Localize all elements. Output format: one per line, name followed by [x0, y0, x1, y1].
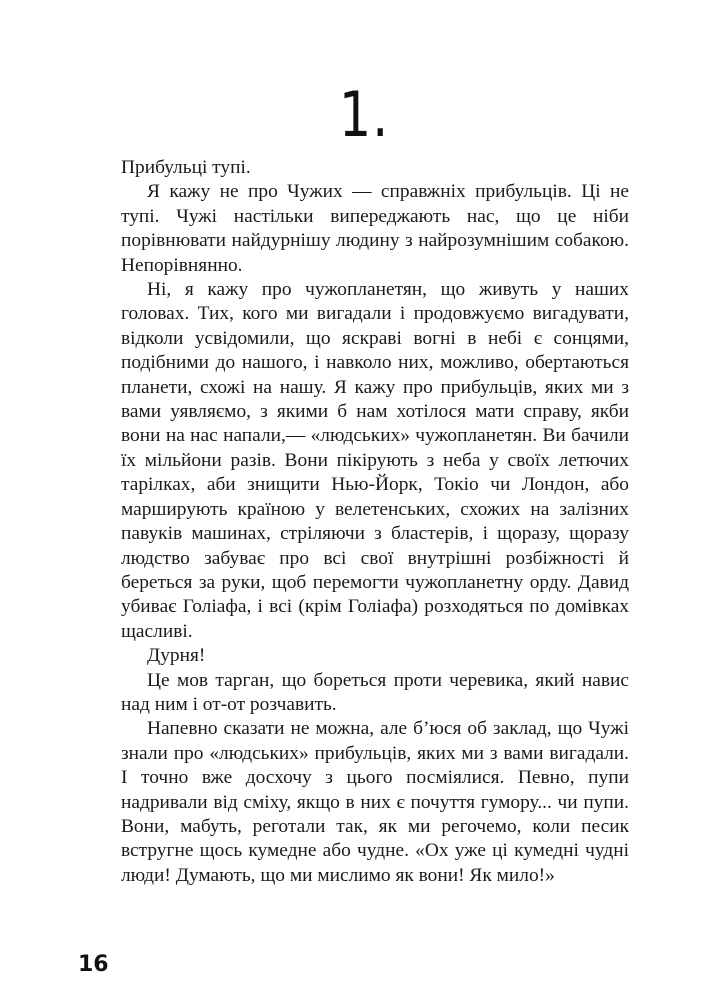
paragraph: Це мов тарган, що бореться проти черевика, який навис над ним і от-от розчавить. — [121, 669, 629, 715]
paragraph: Ні, я кажу про чужопланетян, що живуть у наших головах. Тих, кого ми вигадали і продовжуємо вигадувати, відколи усвідомили, що яскраві вогні в небі є сонцями, подібними до нашого, і навколо них, можливо, обертаються планети, схожі на нашу. Я кажу про прибульців, яких ми з вами уявляємо, з якими б нам хотілося мати справу, якби вони на нас напали,— «людських» чужопланетян. Ви бачили їх мільйони разів. Вони пікірують з неба у своїх летючих тарілках, аби знищити Нью-Йорк, Токіо чи Лондон, або марширують країною у велетенських, схожих на залізних павуків машинах, стріляючи з бластерів, і щоразу, щоразу людство забуває про всі свої внутрішні розбіжності й береться за руки, щоб перемогти чужопланетну орду. Давид убиває Голіафа, і всі (крім Голіафа) розходяться по домівках щасливі. — [121, 279, 629, 642]
chapter-number: 1. — [338, 78, 390, 151]
paragraph: Я кажу не про Чужих — справжніх прибульців. Ці не тупі. Чужі настільки випереджають нас, що це ніби порівнювати найдурнішу людину з найрозумнішим собакою. Непорівнянно. — [121, 181, 629, 276]
page-number: 16 — [78, 952, 109, 977]
paragraph: Дурня! — [147, 645, 206, 667]
paragraph: Напевно сказати не можна, але б’юся об заклад, що Чужі знали про «людських» прибульців, яких ми з вами вигадали. І точно вже досхочу з цього посміялися. Певно, пупи надривали від сміху, якщо в них є почуття гумору... чи пупи. Вони, мабуть, реготали так, як ми регочемо, коли песик встругне щось кумедне або чудне. «Ох уже ці кумедні чудні люди! Думають, що ми мислимо як вони! Як мило!» — [121, 718, 629, 886]
paragraph: Прибульці тупі. — [121, 157, 251, 178]
chapter-body — [121, 156, 629, 888]
